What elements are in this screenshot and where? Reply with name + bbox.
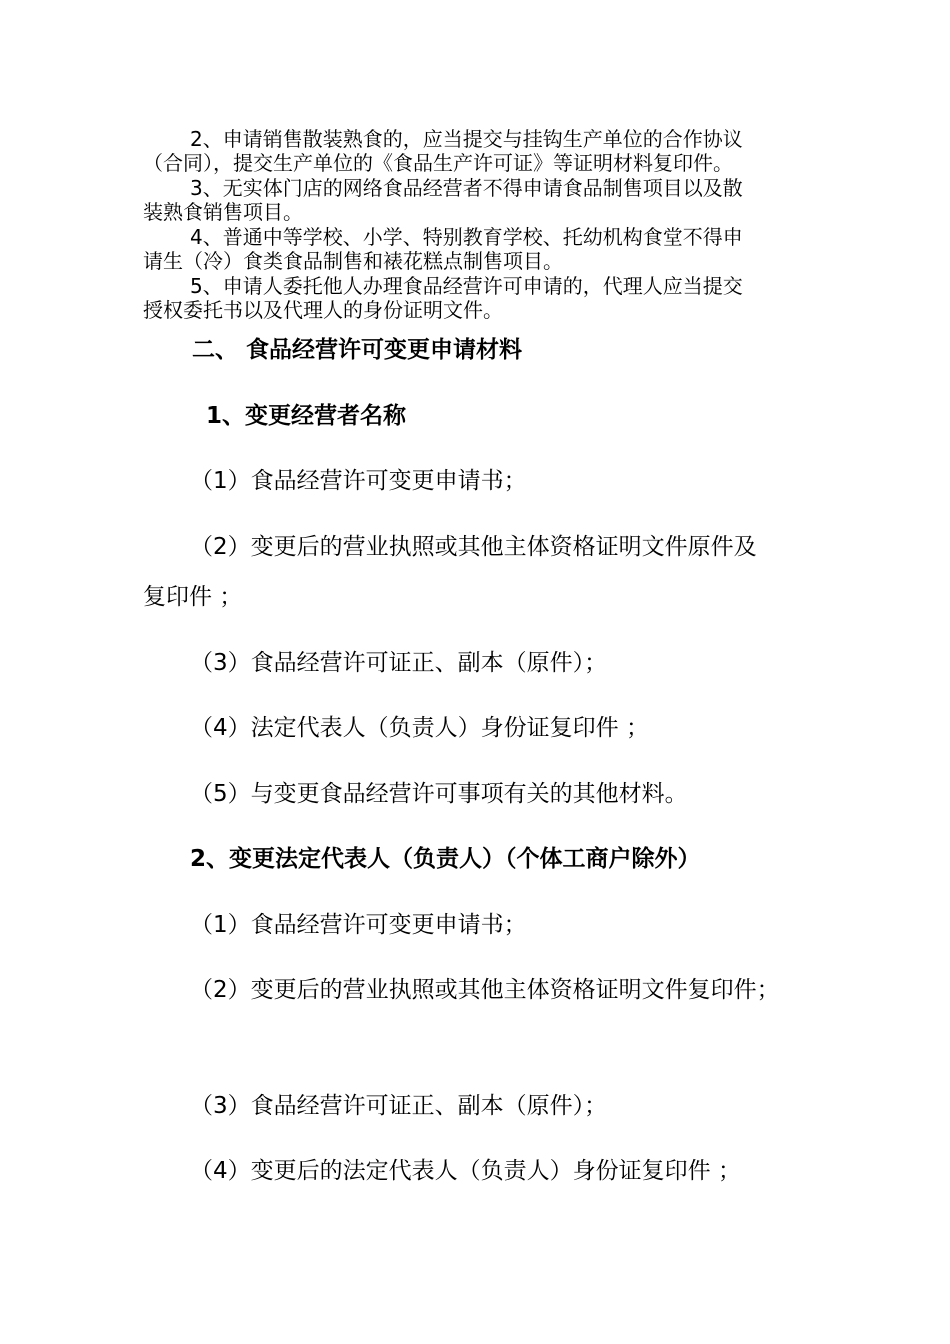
note-5-line-1: 5、申请人委托他人办理食品经营许可申请的，代理人应当提交 xyxy=(190,274,743,298)
note-4-line-2: 请生（冷）食类食品制售和裱花糕点制售项目。 xyxy=(143,249,563,273)
note-2-line-2: （合同），提交生产单位的《食品生产许可证》等证明材料复印件。 xyxy=(143,151,733,175)
note-3-line-2: 装熟食销售项目。 xyxy=(143,200,303,224)
note-5-line-2: 授权委托书以及代理人的身份证明文件。 xyxy=(143,298,503,322)
subsection-1-heading: 1、变更经营者名称 xyxy=(206,403,407,429)
sub1-item-2-cont: 复印件 ； xyxy=(143,584,243,610)
sub1-item-5: （5）与变更食品经营许可事项有关的其他材料。 xyxy=(190,781,688,807)
section-heading: 二、 食品经营许可变更申请材料 xyxy=(192,337,523,363)
sub2-item-1: （1）食品经营许可变更申请书； xyxy=(190,912,527,938)
sub1-item-3: （3）食品经营许可证正、副本（原件）； xyxy=(190,650,608,676)
sub1-item-2: （2）变更后的营业执照或其他主体资格证明文件原件及 xyxy=(190,534,757,560)
sub2-item-4: （4）变更后的法定代表人（负责人）身份证复印件 ； xyxy=(190,1158,741,1184)
sub1-item-4: （4）法定代表人（负责人）身份证复印件 ； xyxy=(190,715,649,741)
note-2-line-1: 2、申请销售散装熟食的，应当提交与挂钩生产单位的合作协议 xyxy=(190,127,743,151)
sub2-item-2: （2）变更后的营业执照或其他主体资格证明文件复印件； xyxy=(190,977,780,1003)
sub2-item-3: （3）食品经营许可证正、副本（原件）； xyxy=(190,1093,608,1119)
subsection-2-heading: 2、变更法定代表人（负责人）（个体工商户除外） xyxy=(190,846,701,872)
note-4-line-1: 4、普通中等学校、小学、特别教育学校、托幼机构食堂不得申 xyxy=(190,225,743,249)
note-3-line-1: 3、无实体门店的网络食品经营者不得申请食品制售项目以及散 xyxy=(190,176,743,200)
sub1-item-1: （1）食品经营许可变更申请书； xyxy=(190,468,527,494)
